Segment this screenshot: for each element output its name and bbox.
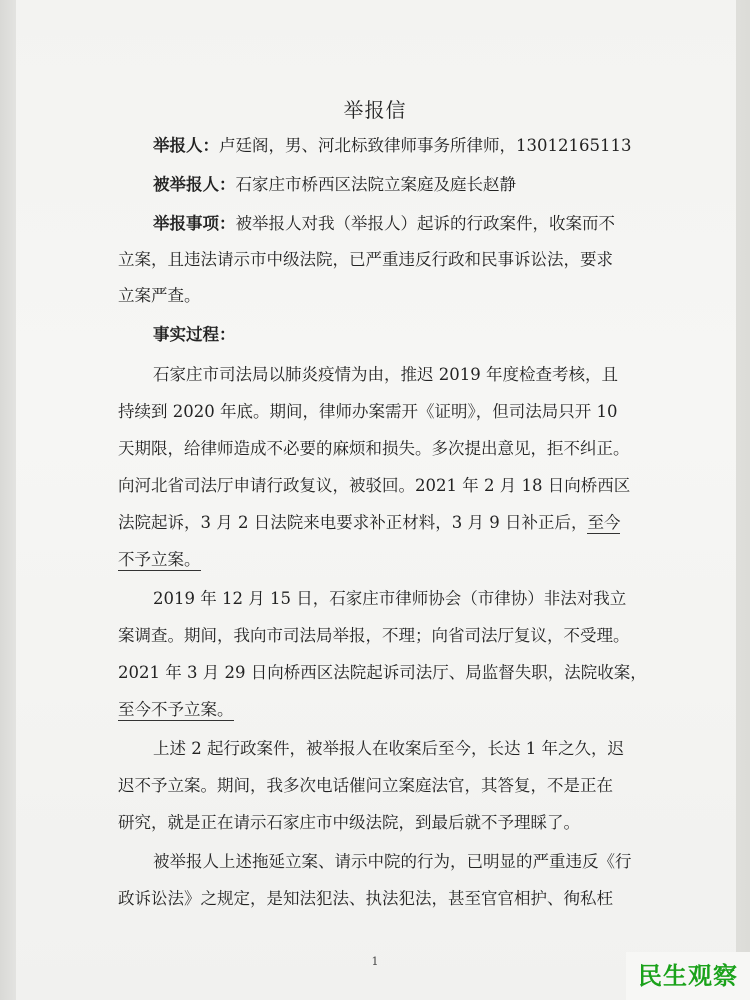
para4-line-2: 政诉讼法》之规定，是知法犯法、执法犯法，甚至官官相护、徇私枉 <box>118 889 613 908</box>
para2-line-2: 案调查。期间，我向市司法局举报，不理；向省司法厅复议，不受理。 <box>118 626 630 645</box>
para2-line-1: 2019 年 12 月 15 日，石家庄市律师协会（市律协）非法对我立 <box>153 589 627 608</box>
reported-label: 被举报人： <box>153 175 236 194</box>
reporter-label: 举报人： <box>153 136 219 155</box>
para1-line-3: 天期限，给律师造成不必要的麻烦和损失。多次提出意见，拒不纠正。 <box>118 439 630 458</box>
matter-line-2: 立案，且违法请示市中级法院，已严重违反行政和民事诉讼法，要求 <box>118 250 613 269</box>
para2-line-4 <box>118 699 658 721</box>
para3-line-1: 上述 2 起行政案件，被举报人在收案后至今，长达 1 年之久，迟 <box>153 739 624 758</box>
para1-line-6 <box>118 549 658 571</box>
para1-line-5-text: 法院起诉，3 月 2 日法院来电要求补正材料，3 月 9 日补正后， <box>118 513 588 532</box>
para1-underline-start: 至今 <box>587 513 621 532</box>
reporter-line <box>153 135 693 157</box>
reported-value: 石家庄市桥西区法院立案庭及庭长赵静 <box>235 175 516 194</box>
reported-line <box>153 174 693 196</box>
matter-line-1 <box>153 213 693 235</box>
watermark-logo: 民生观察 <box>626 952 750 1000</box>
matter-line-3: 立案严查。 <box>118 286 201 305</box>
para3-line-3: 研究，就是正在请示石家庄市中级法院，到最后就不予理睬了。 <box>118 813 580 832</box>
para3-line-2: 迟不予立案。期间，我多次电话催问立案庭法官，其答复，不是正在 <box>118 776 613 795</box>
matter-text-1: 被举报人对我（举报人）起诉的行政案件，收案而不 <box>235 214 615 233</box>
para2-underline: 至今不予立案。 <box>118 700 234 719</box>
page-number: 1 <box>371 955 379 968</box>
matter-label: 举报事项： <box>153 214 236 233</box>
para1-line-4: 向河北省司法厅申请行政复议，被驳回。2021 年 2 月 18 日向桥西区 <box>118 476 631 495</box>
document-title: 举报信 <box>343 98 407 122</box>
para1-underline-end: 不予立案。 <box>118 550 201 569</box>
para1-line-2: 持续到 2020 年底。期间，律师办案需开《证明》，但司法局只开 10 <box>118 402 618 421</box>
para1-line-1: 石家庄市司法局以肺炎疫情为由，推迟 2019 年度检查考核，且 <box>153 365 618 384</box>
para1-line-5 <box>118 512 658 534</box>
reporter-value: 卢廷阁，男、河北标致律师事务所律师，13012165113 <box>219 136 632 155</box>
para2-line-3: 2021 年 3 月 29 日向桥西区法院起诉司法厅、局监督失职，法院收案， <box>118 663 647 682</box>
facts-heading: 事实过程： <box>153 325 236 344</box>
para4-line-1: 被举报人上述拖延立案、请示中院的行为，已明显的严重违反《行 <box>153 852 632 871</box>
